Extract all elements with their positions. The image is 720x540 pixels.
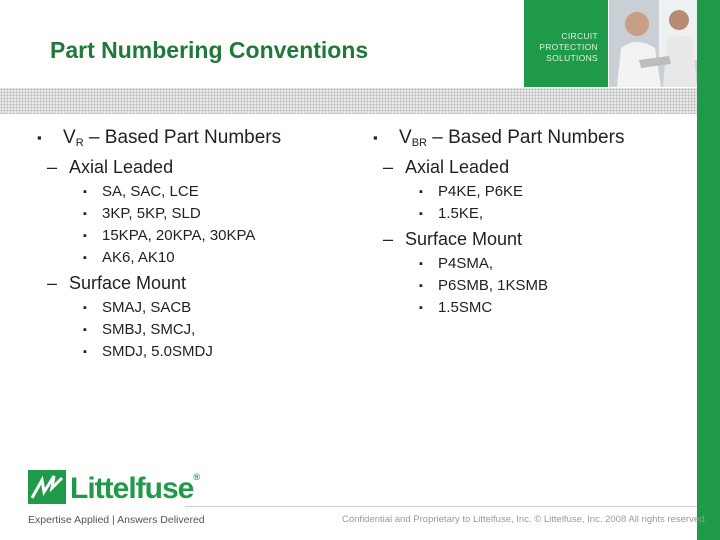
bullet-icon: ▪	[419, 302, 423, 314]
list-item: ▪ P4SMA,	[373, 253, 624, 275]
list-item: ▪ 1.5SMC	[373, 297, 624, 319]
list-item: ▪ P6SMB, 1KSMB	[373, 275, 624, 297]
right-axial-heading: – Axial Leaded	[383, 157, 510, 177]
bullet-icon: ▪	[419, 258, 423, 270]
left-axial-heading: – Axial Leaded	[47, 157, 174, 177]
list-item: ▪ SMAJ, SACB	[37, 297, 281, 319]
dash-icon: –	[383, 157, 394, 177]
dash-icon: –	[383, 229, 394, 249]
right-column	[373, 126, 624, 319]
right-heading: ▪ $V_{BR}$ – Based Part Numbers	[373, 127, 625, 149]
list-item: ▪ SMDJ, 5.0SMDJ	[37, 341, 281, 363]
brand-header-box	[524, 0, 608, 87]
confidential-notice: Confidential and Proprietary to Littelfuse, Inc. © Littelfuse, Inc. 2008 All rights reserved.	[342, 514, 708, 525]
list-item: ▪ 1.5KE,	[373, 203, 624, 225]
list-item: ▪ 3KP, 5KP, SLD	[37, 203, 281, 225]
bullet-icon: ▪	[83, 324, 87, 336]
bullet-icon: ▪	[373, 130, 378, 145]
littelfuse-logo: Littelfuse®	[28, 470, 66, 509]
bullet-icon: ▪	[83, 230, 87, 242]
header-tagline: CIRCUIT PROTECTION SOLUTIONS	[539, 31, 598, 63]
footer-tagline: Expertise Applied | Answers Delivered	[28, 514, 205, 526]
dash-icon: –	[47, 273, 58, 293]
list-item: ▪ AK6, AK10	[37, 247, 281, 269]
list-item: ▪ SA, SAC, LCE	[37, 181, 281, 203]
bullet-icon: ▪	[83, 208, 87, 220]
list-item: ▪ P4KE, P6KE	[373, 181, 624, 203]
left-heading: ▪ $V_R$ – Based Part Numbers	[37, 127, 282, 149]
list-item: ▪ SMBJ, SMCJ,	[37, 319, 281, 341]
bullet-icon: ▪	[83, 252, 87, 264]
bullet-icon: ▪	[419, 280, 423, 292]
right-green-bar	[697, 0, 720, 540]
dash-icon: –	[47, 157, 58, 177]
left-surface-heading: – Surface Mount	[47, 273, 187, 293]
header-photo	[609, 0, 697, 87]
bullet-icon: ▪	[83, 186, 87, 198]
bullet-icon: ▪	[83, 346, 87, 358]
left-column	[37, 126, 281, 363]
right-surface-heading: – Surface Mount	[383, 229, 523, 249]
bullet-icon: ▪	[37, 130, 42, 145]
bullet-icon: ▪	[419, 186, 423, 198]
list-item: ▪ 15KPA, 20KPA, 30KPA	[37, 225, 281, 247]
footer-divider	[185, 506, 697, 507]
bullet-icon: ▪	[419, 208, 423, 220]
slide-title: Part Numbering Conventions	[50, 37, 369, 63]
dotted-band	[0, 88, 697, 114]
logo-mark-icon	[28, 470, 66, 504]
bullet-icon: ▪	[83, 302, 87, 314]
